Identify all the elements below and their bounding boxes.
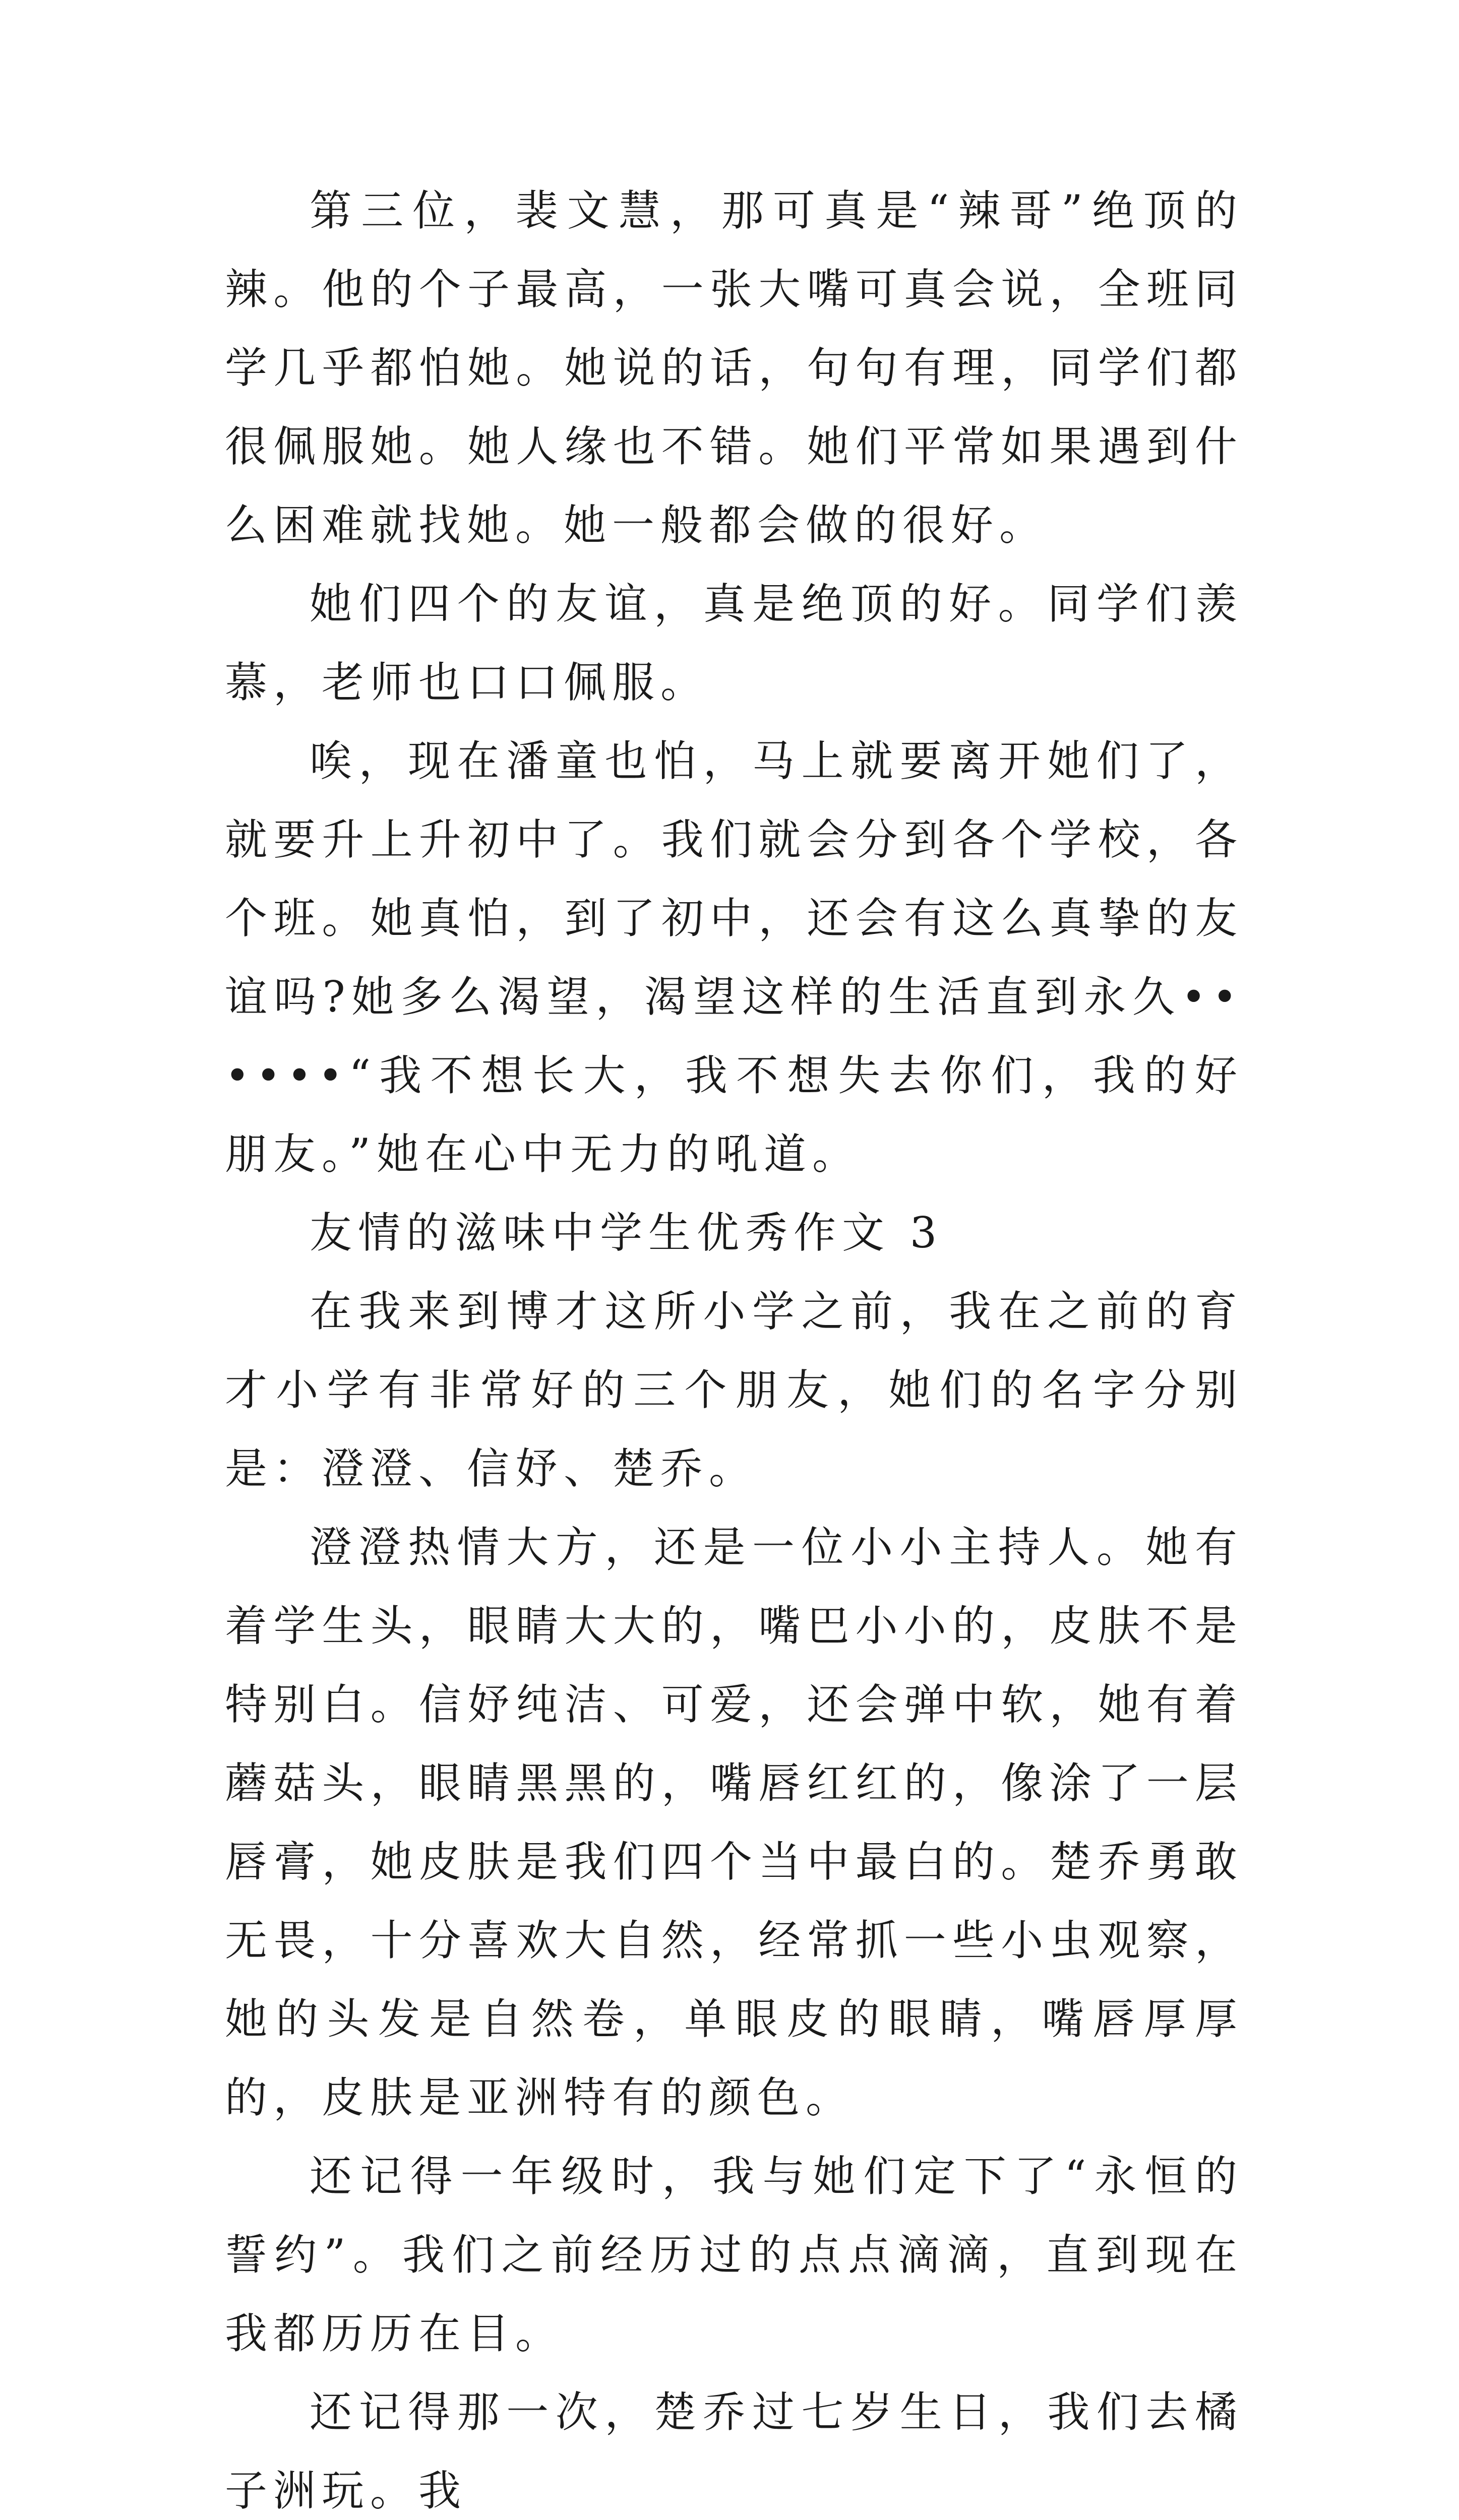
paragraph-birthday: 还记得那一次，楚乔过七岁生日，我们去橘子洲玩。我 bbox=[225, 2387, 1243, 2515]
paragraph-oath: 还记得一年级时，我与她们定下了“永恒的誓约”。我们之前经历过的点点滴滴，直到现在我都历历在目。 bbox=[225, 2152, 1243, 2358]
paragraph-descriptions: 澄澄热情大方，还是一位小小主持人。她有着学生头，眼睛大大的，嘴巴小小的，皮肤不是特别白。信妤纯洁、可爱，还会弹中软，她有着蘑菇头，眼睛黑黑的，嘴唇红红的，像涂了一层唇膏，她皮肤是我们四个当中最白的。楚乔勇敢无畏，十分喜欢大自然，经常抓一些小虫观察，她的头发是自然卷，单眼皮的眼睛，嘴唇厚厚的，皮肤是亚洲特有的颜色。 bbox=[225, 1523, 1243, 2122]
paragraph-three-friends: 在我来到博才这所小学之前，我在之前的育才小学有非常好的三个朋友，她们的名字分别是：澄澄、信妤、楚乔。 bbox=[225, 1287, 1243, 1493]
paragraph-third-friend: 第三位，裴文慧，那可真是“辣哥”绝顶的辣。他的个子最高，一张大嘴可真会说，全班同学几乎都怕她。她说的话，句句有理，同学们都很佩服她。她人缘也不错。她们平常如果遇到什么困难就找她。她一般都会做的很好。 bbox=[225, 186, 1243, 550]
paragraph-afraid: 唉，现在潘童也怕，马上就要离开她们了，就要升上升初中了。我们就会分到各个学校，各个班。她真怕，到了初中，还会有这么真挚的友谊吗?她多么渴望，渴望这样的生活直到永久••••••“我不想长大，我不想失去你们，我的好朋友。”她在心中无力的吼道。 bbox=[225, 736, 1243, 1179]
paragraph-friendship: 她们四个的友谊，真是绝顶的好。同学们羡慕，老师也口口佩服。 bbox=[225, 579, 1243, 707]
section-heading: 友情的滋味中学生优秀作文 3 bbox=[310, 1208, 943, 1257]
article-body bbox=[225, 171, 1243, 2520]
